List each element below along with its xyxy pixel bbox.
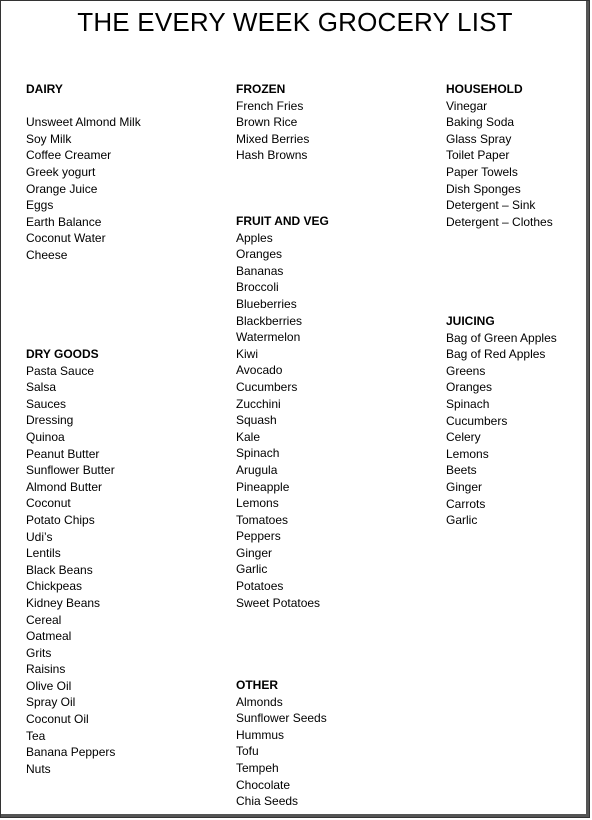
list-item: Raisins [26,662,66,677]
list-item: Peanut Butter [26,446,100,461]
list-item: Celery [446,430,481,445]
list-item: Arugula [236,462,278,477]
list-item: Baking Soda [446,115,515,130]
list-item: Coconut Water [26,231,106,246]
list-item: Earth Balance [26,214,102,229]
list-item: Hummus [236,727,285,742]
list-item: Eggs [26,198,54,213]
list-item: Blueberries [236,296,297,311]
list-item: Kiwi [236,346,259,361]
section-title-fruit-and-veg: FRUIT AND VEG [236,214,329,228]
section-dairy [26,81,216,264]
list-item: French Fries [236,98,304,113]
list-item: Cereal [26,612,62,627]
section-title-other: OTHER [236,678,278,692]
list-frozen [236,98,426,164]
list-item: Lemons [236,496,279,511]
list-item: Tempeh [236,760,279,775]
list-item: Carrots [446,496,486,511]
list-item: Pineapple [236,479,290,494]
section-title-dairy: DAIRY [26,82,63,96]
list-item: Sauces [26,396,67,411]
list-item: Dressing [26,413,74,428]
section-title-household: HOUSEHOLD [446,82,523,96]
section-dry-goods [26,346,216,777]
list-dry-goods [26,363,216,778]
list-item: Soy Milk [26,131,72,146]
list-item: Ginger [236,545,273,560]
section-household [446,81,592,230]
list-item: Apples [236,230,273,245]
list-item: Oatmeal [26,629,72,644]
list-item: Chickpeas [26,579,83,594]
list-item: Broccoli [236,280,279,295]
list-item: Bag of Red Apples [446,347,546,362]
list-item: Cheese [26,247,68,262]
list-item: Toilet Paper [446,148,510,163]
list-item: Spray Oil [26,695,76,710]
list-item: Dish Sponges [446,181,521,196]
list-item: Oranges [236,247,283,262]
list-item: Mixed Berries [236,131,310,146]
list-item: Tomatoes [236,512,289,527]
section-title-frozen: FROZEN [236,82,286,96]
list-item: Detergent – Clothes [446,214,553,229]
section-juicing [446,313,592,529]
list-item: Zucchini [236,396,281,411]
list-item: Coconut Oil [26,712,89,727]
list-item: Greens [446,363,486,378]
list-item: Peppers [236,529,281,544]
list-item: Tofu [236,744,259,759]
list-item: Oranges [446,380,493,395]
list-item: Kidney Beans [26,595,101,610]
list-item: Detergent – Sink [446,198,536,213]
list-item: Spinach [446,396,490,411]
list-item: Avocado [236,363,283,378]
list-item: Garlic [236,562,268,577]
list-item: Greek yogurt [26,164,96,179]
list-item: Kale [236,429,261,444]
list-item: Sweet Potatoes [236,595,321,610]
list-item: Lentils [26,546,61,561]
list-item: Ginger [446,479,483,494]
list-item: Cucumbers [446,413,508,428]
list-item: Garlic [446,513,478,528]
list-item: Spinach [236,446,280,461]
list-item: Black Beans [26,562,93,577]
list-item: Cucumbers [236,379,298,394]
list-dairy [26,114,216,263]
list-item: Sunflower Seeds [236,711,327,726]
list-item: Squash [236,413,277,428]
list-item: Orange Juice [26,181,98,196]
list-item: Banana Peppers [26,745,116,760]
list-item: Tea [26,728,46,743]
list-other [236,694,426,810]
list-item: Lemons [446,446,489,461]
section-fruit-and-veg [236,213,426,611]
list-item: Blackberries [236,313,303,328]
list-item: Bag of Green Apples [446,330,557,345]
list-item: Almond Butter [26,479,103,494]
list-item: Chia Seeds [236,794,299,809]
list-item: Sunflower Butter [26,463,115,478]
list-item: Quinoa [26,429,65,444]
list-item: Pasta Sauce [26,363,95,378]
list-item: Glass Spray [446,131,512,146]
list-item: Coffee Creamer [26,148,112,163]
section-title-juicing: JUICING [446,314,495,328]
list-household [446,98,592,231]
list-item: Watermelon [236,330,301,345]
list-item: Brown Rice [236,115,298,130]
list-item: Coconut [26,496,71,511]
list-item: Paper Towels [446,164,518,179]
list-item: Nuts [26,761,51,776]
page-title: THE EVERY WEEK GROCERY LIST [77,7,513,37]
list-item: Olive Oil [26,678,72,693]
list-fruit-and-veg [236,230,426,612]
list-item: Hash Browns [236,148,308,163]
list-item: Almonds [236,694,283,709]
list-item: Udi’s [26,529,53,544]
list-item: Salsa [26,380,57,395]
section-frozen [236,81,426,164]
section-other [236,677,426,810]
list-item: Bananas [236,263,284,278]
list-item: Grits [26,645,52,660]
list-item: Vinegar [446,98,488,113]
list-item: Potato Chips [26,512,95,527]
list-item: Unsweet Almond Milk [26,115,141,130]
list-juicing [446,330,592,529]
list-item: Potatoes [236,579,284,594]
list-item: Beets [446,463,477,478]
section-title-dry-goods: DRY GOODS [26,347,99,361]
list-item: Chocolate [236,777,291,792]
